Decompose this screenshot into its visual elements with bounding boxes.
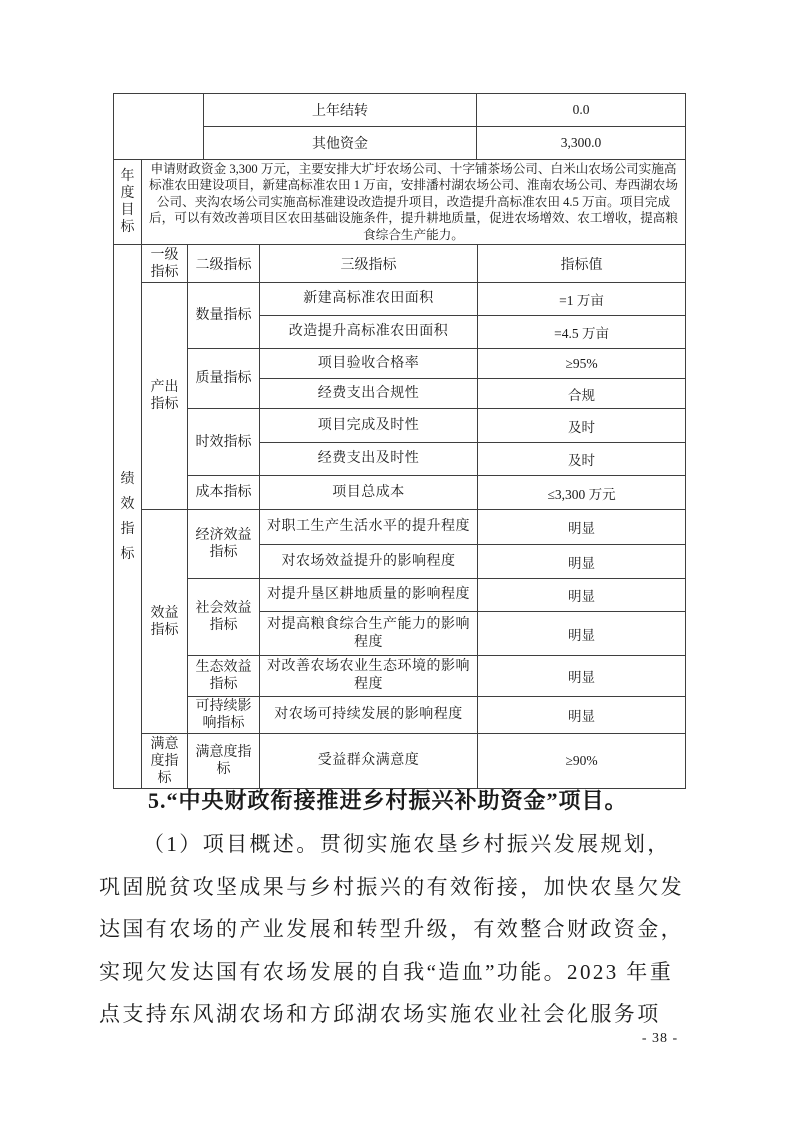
section-heading: 5.“中央财政衔接推进乡村振兴补助资金”项目。: [148, 788, 628, 813]
paragraph-line: 点支持东风湖农场和方邱湖农场实施农业社会化服务项: [99, 1002, 661, 1027]
level2-cell: 满意度指标: [188, 734, 260, 789]
indicator-header-row: [114, 245, 686, 283]
indicator-row: [114, 656, 686, 697]
performance-indicator-label: 绩效指标: [114, 245, 142, 789]
value-cell: 明显: [478, 545, 686, 579]
level3-cell: 项目验收合格率: [260, 349, 478, 379]
level3-cell: 对职工生产生活水平的提升程度: [260, 510, 478, 545]
indicator-row: [114, 476, 686, 510]
value-cell: =4.5 万亩: [478, 316, 686, 349]
header-level3: 三级指标: [260, 245, 478, 283]
level3-cell: 对农场可持续发展的影响程度: [260, 697, 478, 734]
annual-goal-row: [114, 160, 686, 245]
level3-cell: 新建高标准农田面积: [260, 283, 478, 316]
header-level1: 一级指标: [142, 245, 188, 283]
indicator-row: [114, 409, 686, 443]
level3-cell: 项目完成及时性: [260, 409, 478, 443]
paragraph-line: 实现欠发达国有农场发展的自我“造血”功能。2023 年重: [99, 959, 674, 984]
level2-cell: 可持续影响指标: [188, 697, 260, 734]
funding-table: [113, 93, 686, 160]
funding-value: 3,300.0: [477, 127, 686, 160]
value-cell: 合规: [478, 379, 686, 409]
level1-cell: 满意度指标: [142, 734, 188, 789]
value-cell: 明显: [478, 697, 686, 734]
annual-goal-text: 申请财政资金 3,300 万元，主要安排大圹圩农场公司、十字铺茶场公司、白米山农场公司实施高标准农田建设项目，新建高标准农田 1 万亩，安排潘村湖农场公司、淮南农场公司、寿西湖农场公司、夹沟农场公司实施高标准建设改造提升项目，改造提升高标准农田 4.5 万亩。项目完成后，可以有效改善项目区农田基础设施条件，提升耕地质量，促进农场增效、农工增收，提高粮食综合生产能力。: [142, 160, 686, 245]
level3-cell: 经费支出及时性: [260, 443, 478, 476]
level2-cell: 时效指标: [188, 409, 260, 476]
value-cell: =1 万亩: [478, 283, 686, 316]
body-paragraph: [99, 823, 705, 1036]
value-cell: 及时: [478, 443, 686, 476]
level2-cell: 质量指标: [188, 349, 260, 409]
header-value: 指标值: [478, 245, 686, 283]
page-number: - 38 -: [641, 1031, 679, 1046]
level3-cell: 经费支出合规性: [260, 379, 478, 409]
value-cell: 明显: [478, 612, 686, 656]
funding-label: 其他资金: [204, 127, 477, 160]
paragraph-line: （1）项目概述。贯彻实施农垦乡村振兴发展规划，: [143, 832, 671, 856]
level3-cell: 对提高粮食综合生产能力的影响程度: [260, 612, 478, 656]
level2-cell: 生态效益指标: [188, 656, 260, 697]
level2-cell: 经济效益指标: [188, 510, 260, 579]
paragraph-line: 达国有农场的产业发展和转型升级，有效整合财政资金，: [99, 917, 684, 942]
level1-cell: 产出指标: [142, 283, 188, 510]
indicator-row: [114, 349, 686, 379]
level2-cell: 社会效益指标: [188, 579, 260, 656]
value-cell: 明显: [478, 656, 686, 697]
value-cell: 及时: [478, 409, 686, 443]
level1-cell: 效益指标: [142, 510, 188, 734]
performance-table-wrap: [113, 93, 685, 789]
value-cell: ≥90%: [478, 734, 686, 789]
paragraph-line: 巩固脱贫攻坚成果与乡村振兴的有效衔接，加快农垦欠发: [99, 874, 684, 899]
value-cell: ≥95%: [478, 349, 686, 379]
indicator-row: [114, 734, 686, 789]
level3-cell: 对提升垦区耕地质量的影响程度: [260, 579, 478, 612]
funding-value: 0.0: [477, 94, 686, 127]
level2-cell: 成本指标: [188, 476, 260, 510]
indicator-row: [114, 283, 686, 316]
funding-label: 上年结转: [204, 94, 477, 127]
value-cell: 明显: [478, 510, 686, 545]
level3-cell: 对改善农场农业生态环境的影响程度: [260, 656, 478, 697]
annual-goal-label: 年度目标: [114, 160, 142, 245]
table-row: [114, 94, 686, 127]
level2-cell: 数量指标: [188, 283, 260, 349]
value-cell: ≤3,300 万元: [478, 476, 686, 510]
indicator-row: [114, 697, 686, 734]
header-level2: 二级指标: [188, 245, 260, 283]
indicator-row: [114, 579, 686, 612]
level3-cell: 项目总成本: [260, 476, 478, 510]
level3-cell: 改造提升高标准农田面积: [260, 316, 478, 349]
indicator-row: [114, 510, 686, 545]
level3-cell: 受益群众满意度: [260, 734, 478, 789]
value-cell: 明显: [478, 579, 686, 612]
level3-cell: 对农场效益提升的影响程度: [260, 545, 478, 579]
indicator-table: [113, 159, 686, 789]
empty-cell: [114, 94, 204, 160]
